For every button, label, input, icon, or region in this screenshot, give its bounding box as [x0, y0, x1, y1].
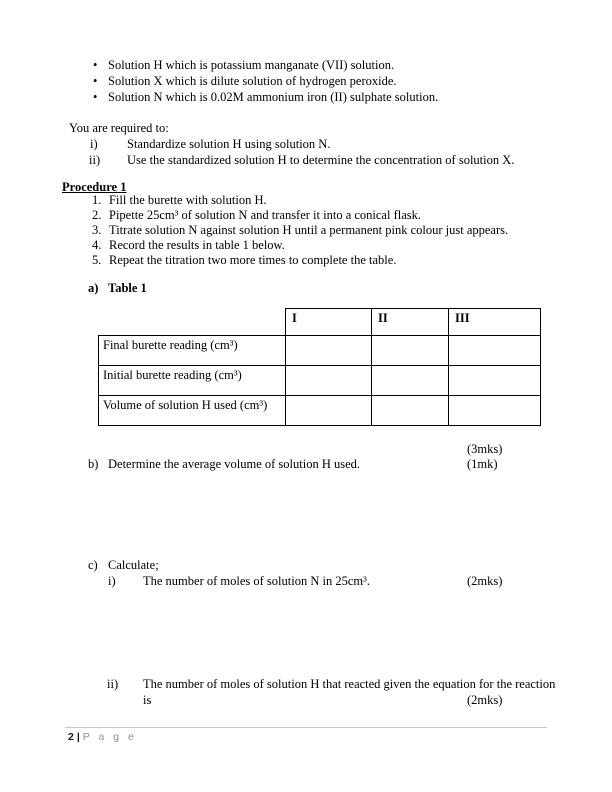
table-cell [449, 396, 541, 426]
question-ci-num: i) [108, 574, 116, 588]
bullet-item-solution-x: Solution X which is dilute solution of hydrogen peroxide. [108, 74, 397, 88]
table-row-final-reading [99, 336, 541, 366]
table-cell [286, 366, 372, 396]
bullet-item-solution-n: Solution N which is 0.02M ammonium iron (II) sulphate solution. [108, 90, 439, 104]
required-item-num: ii) [89, 153, 101, 167]
procedure-step-text: Titrate solution N against solution H until a permanent pink colour just appears. [109, 223, 509, 237]
table-cell [286, 396, 372, 426]
footer-rule [65, 727, 547, 728]
table-header-empty [99, 309, 286, 336]
row-label: Final burette reading (cm³) [99, 336, 286, 366]
required-intro: You are required to: [69, 121, 169, 135]
table-cell [372, 336, 449, 366]
question-ci-marks: (2mks) [467, 574, 503, 588]
procedure-step-num: 4. [92, 238, 102, 252]
required-item-text: Use the standardized solution H to determine the concentration of solution X. [127, 153, 515, 167]
procedure-step-text: Record the results in table 1 below. [109, 238, 285, 252]
footer-page-label: P a g e [82, 731, 137, 743]
table-row-initial-reading [99, 366, 541, 396]
table-header-II: II [372, 309, 449, 336]
procedure-step-num: 1. [92, 193, 102, 207]
bullet-marker: • [93, 58, 98, 72]
table-header-row [99, 309, 541, 336]
row-label: Initial burette reading (cm³) [99, 366, 286, 396]
table-cell [449, 336, 541, 366]
bullet-item-solution-h: Solution H which is potassium manganate (VII) solution. [108, 58, 395, 72]
procedure-step-num: 5. [92, 253, 102, 267]
procedure-step-text: Repeat the titration two more times to complete the table. [109, 253, 397, 267]
table-cell [372, 366, 449, 396]
question-cii-marks: (2mks) [467, 693, 503, 707]
table-header-III: III [449, 309, 541, 336]
question-c-label: c) [88, 558, 98, 572]
required-item-text: Standardize solution H using solution N. [127, 137, 331, 151]
question-cii-num: ii) [107, 677, 119, 691]
row-label: Volume of solution H used (cm³) [99, 396, 286, 426]
question-cii-text-line1: The number of moles of solution H that reacted given the equation for the reaction [143, 677, 556, 691]
question-b-marks: (1mk) [467, 457, 498, 471]
question-cii-text-line2: is [143, 693, 152, 707]
table-header-I: I [286, 309, 372, 336]
question-b-label: b) [88, 457, 99, 471]
question-c-text: Calculate; [108, 558, 159, 572]
table-cell [372, 396, 449, 426]
table-marks: (3mks) [467, 442, 503, 456]
page-footer [68, 731, 137, 744]
table-label: a) [88, 281, 99, 295]
bullet-marker: • [93, 74, 98, 88]
procedure-step-text: Fill the burette with solution H. [109, 193, 267, 207]
procedure-heading: Procedure 1 [62, 180, 127, 194]
footer-separator: | [76, 731, 80, 743]
required-item-num: i) [90, 137, 98, 151]
procedure-step-num: 3. [92, 223, 102, 237]
table-cell [286, 336, 372, 366]
table-title: Table 1 [108, 281, 147, 295]
procedure-step-text: Pipette 25cm³ of solution N and transfer it into a conical flask. [109, 208, 422, 222]
table-cell [449, 366, 541, 396]
bullet-marker: • [93, 90, 98, 104]
page-number: 2 [68, 731, 74, 743]
titration-table [98, 308, 541, 426]
question-ci-text: The number of moles of solution N in 25cm³. [143, 574, 370, 588]
table-row-volume-used [99, 396, 541, 426]
procedure-step-num: 2. [92, 208, 102, 222]
question-b-text: Determine the average volume of solution H used. [108, 457, 361, 471]
